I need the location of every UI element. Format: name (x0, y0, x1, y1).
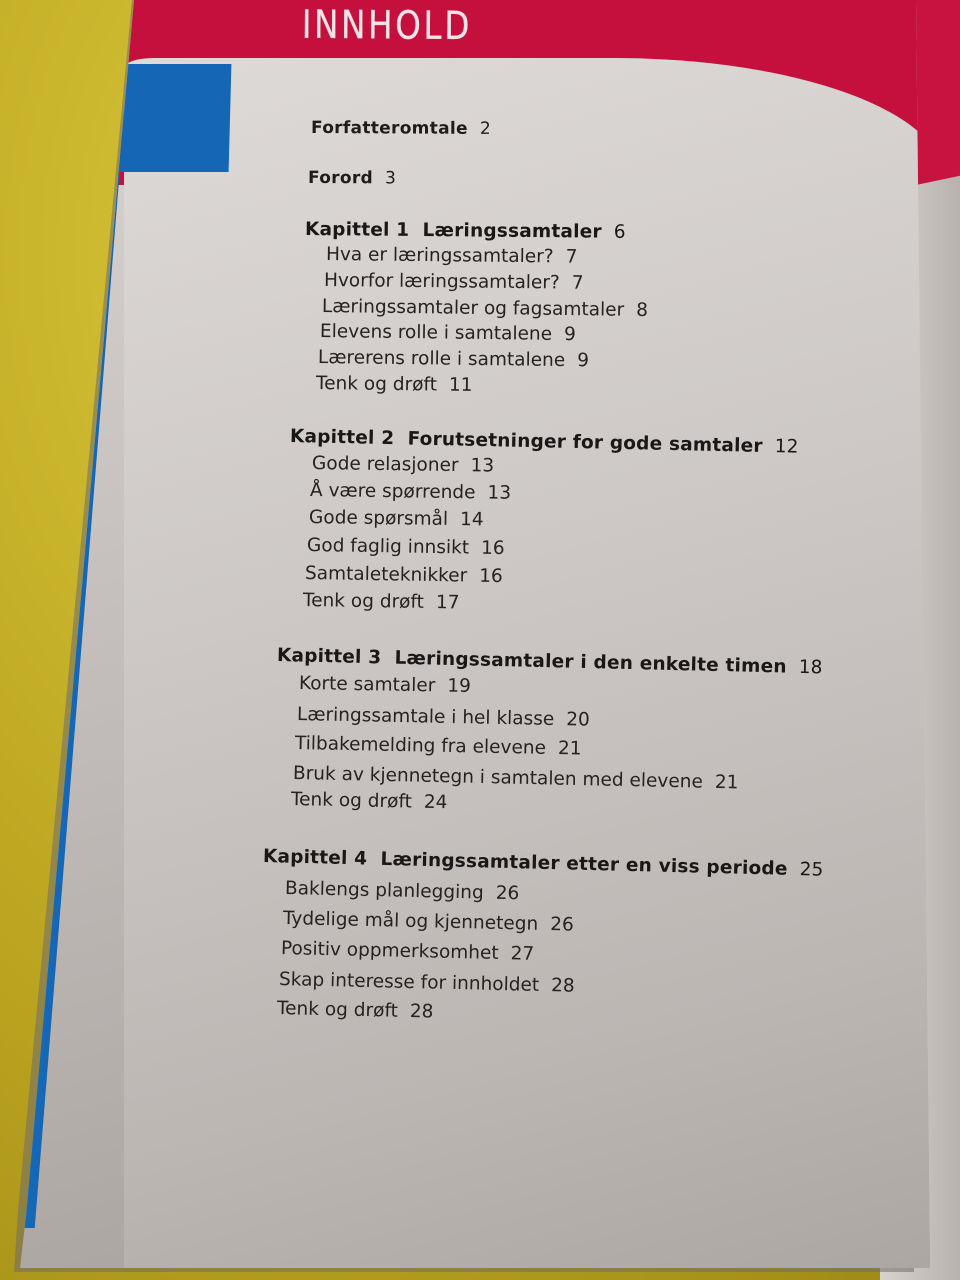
section-page: 24 (423, 791, 448, 814)
section-page: 26 (549, 914, 574, 936)
section-page: 8 (636, 299, 649, 321)
toc-section (277, 998, 434, 1023)
toc-entry-page: 3 (384, 168, 397, 189)
toc-section (322, 296, 648, 321)
toc-section (324, 270, 584, 294)
section-page: 26 (495, 882, 520, 905)
section-page: 16 (480, 537, 505, 560)
chapter-label: Kapittel 3 (276, 645, 382, 669)
section-title: Tenk og drøft (302, 590, 425, 613)
section-title: Hvorfor læringssamtaler? (323, 270, 560, 294)
section-title: Tenk og drøft (276, 998, 399, 1022)
section-page: 13 (487, 482, 512, 504)
section-title: Baklengs planlegging (284, 878, 484, 904)
chapter-page: 6 (613, 221, 626, 243)
section-title: Elevens rolle i samtalene (319, 321, 553, 345)
section-title: Læringssamtaler og fagsamtaler (321, 296, 625, 321)
section-title: Gode relasjoner (311, 453, 459, 477)
chapter-page: 25 (799, 859, 824, 881)
section-page: 16 (479, 565, 503, 588)
section-title: Læringssamtale i hel klasse (296, 704, 555, 730)
toc-section (318, 347, 589, 371)
section-page: 7 (571, 272, 584, 294)
toc-section (305, 563, 503, 587)
chapter-title: Forutsetninger for gode samtaler (407, 428, 763, 457)
chapter-page: 12 (774, 436, 799, 458)
chapter-label: Kapittel 2 (289, 426, 395, 450)
page-title: INNHOLD (301, 2, 473, 49)
toc-entry-title: Forord (307, 168, 374, 189)
section-page: 21 (714, 771, 739, 794)
section-title: Å være spørrende (309, 480, 476, 504)
section-title: Tenk og drøft (315, 373, 438, 396)
chapter-title: Læringssamtaler (422, 220, 602, 243)
section-page: 27 (510, 943, 535, 965)
toc-entry-page: 2 (479, 118, 492, 139)
toc-section (309, 507, 484, 530)
section-title: Positiv oppmerksomhet (280, 938, 499, 964)
toc-section (307, 535, 505, 559)
toc-section (320, 321, 576, 345)
toc-section (310, 480, 511, 504)
toc-front-entry (311, 118, 491, 139)
section-page: 21 (557, 738, 582, 760)
chapter-label: Kapittel 4 (262, 846, 368, 870)
section-title: Samtaleteknikker (304, 563, 468, 587)
section-page: 28 (550, 975, 575, 997)
section-page: 7 (565, 246, 578, 268)
toc-chapter-1 (305, 219, 626, 243)
section-page: 20 (566, 709, 591, 731)
section-page: 13 (470, 455, 495, 477)
section-title: Skap interesse for innholdet (278, 969, 540, 996)
chapter-title: Læringssamtaler etter en viss periode (380, 848, 788, 880)
section-title: Bruk av kjennetegn i samtalen med elevene (292, 763, 704, 793)
toc-section (303, 590, 460, 613)
chapter-title: Læringssamtaler i den enkelte timen (394, 647, 787, 678)
section-page: 14 (459, 509, 484, 531)
section-title: Tenk og drøft (290, 789, 413, 813)
section-title: Tilbakemelding fra elevene (294, 733, 547, 759)
section-page: 11 (448, 374, 473, 396)
section-title: Hva er læringssamtaler? (325, 244, 554, 268)
chapter-page: 18 (798, 656, 823, 679)
section-page: 9 (577, 350, 590, 372)
toc-section (312, 453, 494, 477)
section-page: 28 (409, 1001, 434, 1023)
section-page: 9 (563, 323, 576, 346)
toc-front-entry (308, 168, 396, 188)
book-page (20, 0, 930, 1268)
section-page: 19 (447, 675, 472, 697)
chapter-label: Kapittel 1 (304, 219, 410, 241)
section-title: God faglig innsikt (306, 535, 470, 559)
section-page: 17 (435, 592, 460, 614)
section-title: Tydelige mål og kjennetegn (282, 908, 539, 935)
toc-section (316, 373, 473, 396)
toc-section (299, 673, 471, 697)
toc-section (326, 244, 578, 268)
blue-corner-block (115, 64, 232, 172)
section-title: Gode spørsmål (308, 507, 449, 530)
toc-entry-title: Forfatteromtale (310, 118, 468, 139)
section-title: Korte samtaler (298, 673, 436, 697)
toc-section (291, 789, 448, 813)
section-title: Lærerens rolle i samtalene (317, 347, 566, 372)
